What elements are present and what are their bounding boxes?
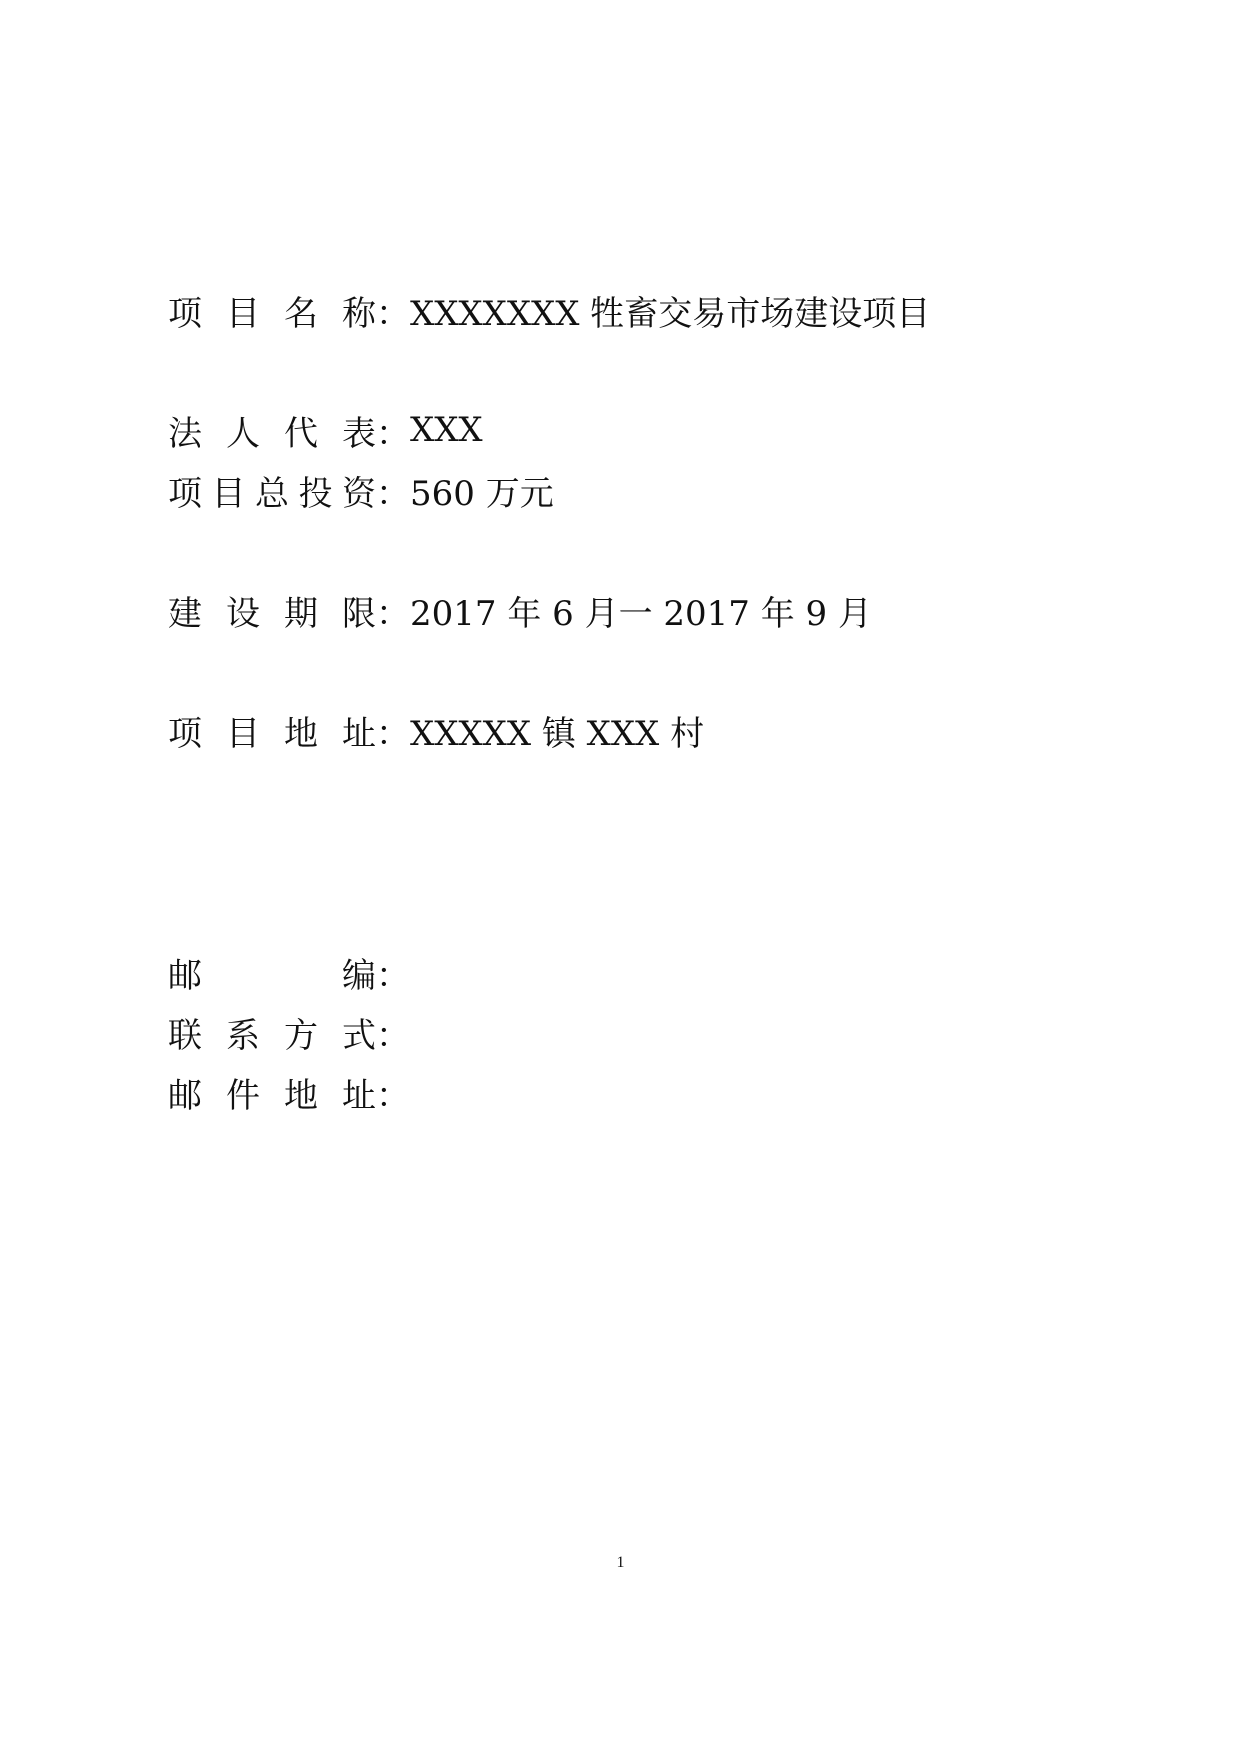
mail-address-label: 邮件地址 (168, 1075, 376, 1116)
legal-rep-field (168, 406, 483, 454)
postal-code-field (168, 948, 410, 996)
total-investment-field (168, 466, 554, 514)
construction-period-value: 2017 年 6 月一 2017 年 9 月 (410, 593, 872, 634)
construction-period-label: 建设期限 (168, 593, 376, 634)
legal-rep-label: 法人代表 (168, 413, 376, 454)
total-investment-label: 项目总投资 (168, 473, 376, 514)
colon: ： (376, 293, 410, 334)
colon: ： (376, 713, 410, 754)
project-address-label: 项目地址 (168, 713, 376, 754)
legal-rep-value: XXX (410, 410, 483, 450)
contact-field (168, 1008, 410, 1056)
project-address-value: XXXXX 镇 XXX 村 (410, 713, 705, 754)
colon: ： (376, 473, 410, 514)
project-address-field (168, 706, 704, 754)
postal-code-label: 邮编 (168, 955, 376, 996)
colon: ： (376, 1075, 410, 1116)
project-name-value: XXXXXXX 牲畜交易市场建设项目 (410, 293, 931, 334)
colon: ： (376, 1015, 410, 1056)
project-name-field (168, 286, 930, 334)
construction-period-field (168, 586, 872, 634)
project-name-label: 项目名称 (168, 293, 376, 334)
contact-label: 联系方式 (168, 1015, 376, 1056)
total-investment-value: 560 万元 (410, 473, 554, 514)
colon: ： (376, 413, 410, 454)
page-number: 1 (616, 1554, 625, 1571)
colon: ： (376, 593, 410, 634)
mail-address-field (168, 1068, 410, 1116)
colon: ： (376, 955, 410, 996)
